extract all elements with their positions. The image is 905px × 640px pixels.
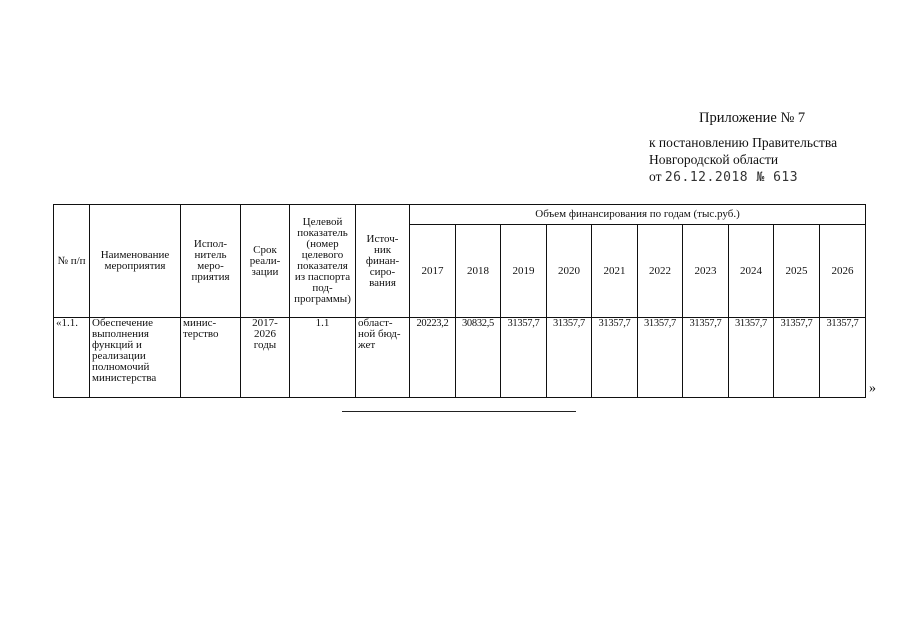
date-stamp: 26.12.2018 № 613 — [664, 170, 799, 185]
closing-rule — [342, 411, 576, 412]
funding-value: 31357,7 — [683, 318, 729, 398]
row-executor: минис-терство — [181, 318, 241, 398]
year-header: 2024 — [729, 225, 774, 318]
year-header: 2022 — [638, 225, 683, 318]
year-header: 2026 — [820, 225, 866, 318]
year-header: 2020 — [547, 225, 592, 318]
funding-value: 31357,7 — [820, 318, 866, 398]
column-header-executor: Испол-нитель меро-приятия — [181, 205, 241, 318]
appendix-title: Приложение № 7 — [699, 110, 806, 126]
funding-value: 30832,5 — [456, 318, 501, 398]
funding-table — [53, 204, 866, 398]
column-header-period: Срок реали-зации — [241, 205, 290, 318]
year-header: 2018 — [456, 225, 501, 318]
table-row — [54, 318, 866, 398]
row-target-indicator: 1.1 — [290, 318, 356, 398]
funding-value: 31357,7 — [501, 318, 547, 398]
row-source: област-ной бюд-жет — [356, 318, 410, 398]
date-prefix: от — [649, 169, 662, 184]
year-header: 2021 — [592, 225, 638, 318]
year-header: 2025 — [774, 225, 820, 318]
row-name: Обеспечение выполнения функций и реализации полномочий министерства — [90, 318, 181, 398]
funding-value: 31357,7 — [729, 318, 774, 398]
funding-value: 20223,2 — [410, 318, 456, 398]
column-header-source: Источ-ник финан-сиро-вания — [356, 205, 410, 318]
row-period: 2017-2026 годы — [241, 318, 290, 398]
resolution-line-1: к постановлению Правительства — [649, 135, 838, 150]
column-header-name: Наименование мероприятия — [90, 205, 181, 318]
funding-value: 31357,7 — [592, 318, 638, 398]
column-header-number: № п/п — [54, 205, 90, 318]
row-number: «1.1. — [54, 318, 90, 398]
year-header: 2023 — [683, 225, 729, 318]
funding-value: 31357,7 — [547, 318, 592, 398]
resolution-date-line — [649, 169, 798, 185]
closing-quote: » — [869, 381, 876, 396]
resolution-line-2: Новгородской области — [649, 152, 779, 167]
year-header: 2017 — [410, 225, 456, 318]
column-header-target-indicator: Целевой показатель (номер целевого показателя из паспорта под-программы) — [290, 205, 356, 318]
funding-value: 31357,7 — [638, 318, 683, 398]
year-header: 2019 — [501, 225, 547, 318]
funding-value: 31357,7 — [774, 318, 820, 398]
column-header-funding-group: Объем финансирования по годам (тыс.руб.) — [410, 205, 866, 225]
